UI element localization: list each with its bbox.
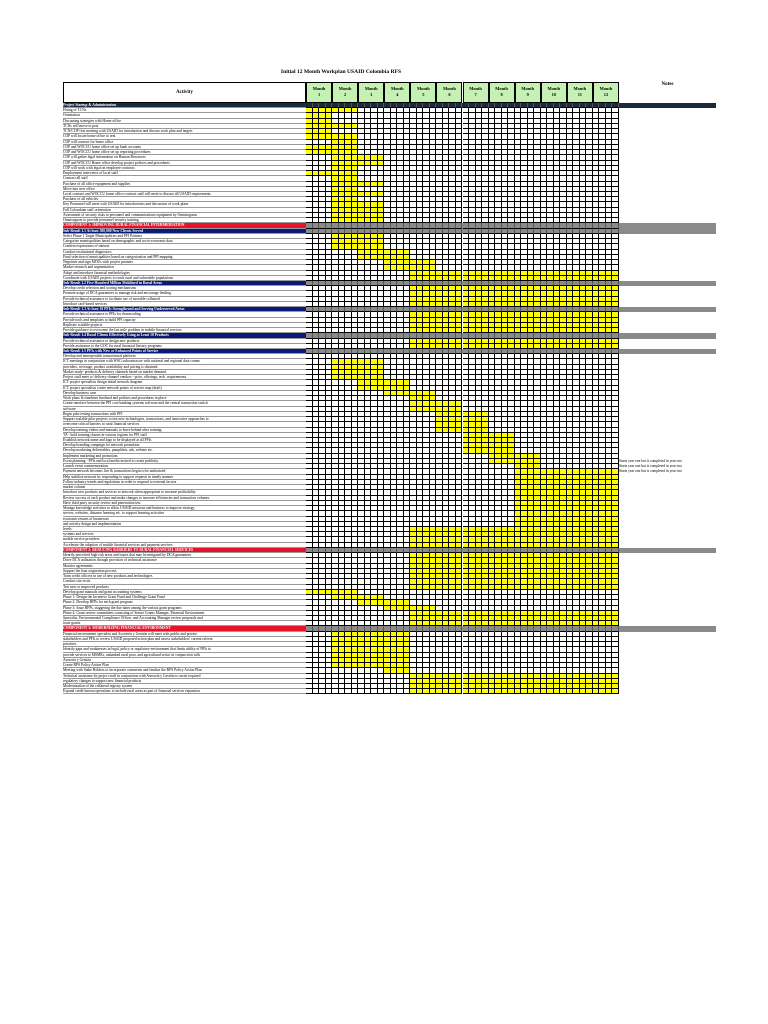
activity-cell: Monitor agreements: [63, 564, 306, 569]
activity-cell: Sub-Result 1.4 Rural Clients Effectively Using at Least 10 Products: [63, 333, 306, 338]
month-header-number: 3: [370, 92, 373, 97]
activity-cell: levels.: [63, 527, 306, 532]
month-header-label: Month: [443, 86, 456, 91]
month-header-number: 12: [603, 92, 609, 97]
activity-cell: Provide technical assistance to facilitate use of movable collateral: [63, 297, 306, 302]
activity-cell: COP will locate home office to rent: [63, 134, 306, 139]
activity-cell: TA - hold training classes in various regions for PFI staff: [63, 433, 306, 438]
month-header-3: [358, 82, 384, 103]
activity-cell: ICT meetings in conjunction with WSG subcontractor with national and regional data comm.: [63, 359, 306, 364]
workplan-table: [63, 103, 716, 694]
activity-cell: overcome critical barriers to rural financial services: [63, 422, 306, 427]
activity-cell: Replicate scalable projects: [63, 323, 306, 328]
activity-cell: economic returns of businesses: [63, 517, 306, 522]
month-header-6: [436, 82, 462, 103]
activity-cell: and activity design and implementation: [63, 522, 306, 527]
activity-cell: Develop credit selection and scoring mechanisms: [63, 286, 306, 291]
notes-cell: Starts year one but is completed in year two: [619, 458, 683, 463]
month-header-number: 2: [344, 92, 347, 97]
activity-cell: software: [63, 407, 306, 412]
activity-cell: ICT project specialists create network points of service map (draft): [63, 386, 306, 391]
activity-cell: Develop marketing deliverables, pamphlets, ads, website etc.: [63, 448, 306, 453]
activity-cell: Introduce new products and services to network when appropriate to increase profitability: [63, 490, 306, 495]
activity-cell: Develop and interoperable transactional platform: [63, 354, 306, 359]
activity-cell: Implement marketing and promotion.: [63, 454, 306, 459]
activity-cell: Begin pilot testing transactions with PFI: [63, 412, 306, 417]
month-header-7: [463, 82, 489, 103]
month-header-2: [332, 82, 358, 103]
activity-cell: COP and WOCCU home office set up bank accounts: [63, 145, 306, 150]
workplan-title: Initial 12 Month Workplan USAID Colombia RFS: [280, 69, 402, 75]
activity-cell: Sub-Result 1.3 At least 18 PFIs Strengthened and Serving Underserved Areas: [63, 307, 306, 312]
activity-cell: Assessment of security risks to personnel and communications equipment by Omniseguras: [63, 213, 306, 218]
activity-cell: COP and WOCCU Home office develop project policies and procedures: [63, 161, 306, 166]
activity-cell: Hiring of TCNs: [63, 108, 306, 113]
activity-cell: COMPONENT 1: IMPROVING RURAL FINANCIAL INTERMEDIATION: [63, 223, 306, 228]
month-header-label: Month: [417, 86, 430, 91]
notes-cell: Starts year one but is completed in year two: [619, 469, 683, 474]
activity-cell: Key Personnel will meet with USAID for introductions and discussion of work plans: [63, 202, 306, 207]
activity-cell: Orientation: [63, 113, 306, 118]
activity-cell: Move into new office: [63, 187, 306, 192]
activity-cell: Confirm expressions of interest: [63, 244, 306, 249]
activity-cell: Final selection of municipalities based on categorization and PFI mapping: [63, 255, 306, 260]
table-header: [63, 82, 716, 103]
activity-cell: Manage knowledge activities to allow USAID missions and business to improve strategy,: [63, 506, 306, 511]
month-header-label: Month: [364, 86, 378, 91]
activity-cell: Help stabilize network by responding to support requests in timely manner: [63, 475, 306, 480]
activity-cell: Conduct institutional diagnostics: [63, 250, 306, 255]
activity-cell: Phase 1: Design the Incentive Grant Fund and Challenge Grant Fund: [63, 595, 306, 600]
activity-cell: Market research and segmentation: [63, 265, 306, 270]
month-header-number: 1: [317, 92, 321, 97]
activity-cell: TCNs will move to post: [63, 124, 306, 129]
month-header-number: 9: [526, 92, 529, 97]
month-header-12: [593, 82, 619, 103]
activity-cell: market volume: [63, 485, 306, 490]
activity-cell: COP will work with legal on employee contracts: [63, 166, 306, 171]
month-header-label: Month: [521, 86, 535, 91]
activity-cell: Establish network name and logo to be displayed at all PFIs: [63, 438, 306, 443]
month-header-number: 8: [500, 92, 503, 97]
activity-cell: Employment interviews of local staff: [63, 171, 306, 176]
activity-cell: COP and WOCCU home office set up reporting procedures: [63, 150, 306, 155]
activity-cell: Purchase of all office equipment and supplies: [63, 182, 306, 187]
activity-cell: Provide tools and templates to build PFI capacity: [63, 318, 306, 323]
activity-cell: TCN/COP first meeting with USAID for introduction and discuss work plan and targets: [63, 129, 306, 134]
activity-cell: Coordinate with USAID projects to reach rural and vulnerable populations: [63, 276, 306, 281]
month-header-label: Month: [573, 86, 587, 91]
activity-column-header: Activity: [63, 82, 306, 103]
activity-cell: Provide technical assistance to design new products: [63, 339, 306, 344]
month-header-number: 6: [448, 92, 451, 97]
activity-cell: Local contract and WOCCU home office contract staff will meet to discuss all USAID requirements: [63, 192, 306, 197]
activity-cell: Project Startup & Administration: [63, 103, 306, 108]
activity-cell: mobile service providers: [63, 537, 306, 542]
activity-cell: Event planning - PFIs and local media invited to create publicity.: [63, 459, 306, 464]
activity-cell: Review success of each product and make changes to increase efficiencies and transaction volumes: [63, 496, 306, 501]
activity-cell: COP will contract for home office: [63, 140, 306, 145]
month-header-11: [567, 82, 593, 103]
activity-cell: Categorize municipalities based on demographic and socio-economic data: [63, 239, 306, 244]
month-header-label: Month: [599, 86, 613, 91]
activity-cell: Develop grant manuals and grant accounting systems: [63, 590, 306, 595]
month-header-number: 4: [396, 92, 399, 97]
activity-cell: Project staff meet w/ delivery channel vendors - price, offerings, tech. requirements: [63, 375, 306, 380]
activity-cell: Payment network becomes live & transactions begin to be authorized: [63, 469, 306, 474]
activity-cell: Sub-Result 1.5 PFIs with New or Enhanced Points of Service: [63, 349, 306, 354]
activity-cell: Sub-Result 1.2 Five Hundred Million Mobilized in Rural Areas: [63, 281, 306, 286]
activity-cell: Test new or improved products: [63, 585, 306, 590]
month-header-label: Month: [390, 86, 404, 91]
activity-cell: servers, websites, distance learning etc. to support learning activities: [63, 511, 306, 516]
activity-cell: Have third party security review and penetration test: [63, 501, 306, 506]
activity-cell: Negotiate and sign MOUs with project partners: [63, 260, 306, 265]
month-header-9: [515, 82, 541, 103]
month-header-label: Month: [338, 86, 352, 91]
month-header-10: [541, 82, 567, 103]
activity-cell: Discussing strategies with Home office: [63, 119, 306, 124]
activity-cell: Support scalable pilot projects to test new technologies, transactions, and innovative approaches to: [63, 417, 306, 422]
activity-cell: Accelerate the adoption of mobile financial services and payment services: [63, 543, 306, 548]
activity-cell: Full Colombian staff orientation: [63, 208, 306, 213]
activity-cell: Create interface between the PFI core banking systems software and the central transaction switch: [63, 401, 306, 406]
activity-cell: Conduct site visits: [63, 579, 306, 584]
activity-cell: Develop business case: [63, 391, 306, 396]
activity-cell: Purchase of all vehicles: [63, 197, 306, 202]
notes-column-header: Notes: [661, 82, 674, 87]
activity-cell: Promote usage of DCA guarantees to manage risk and encourage lending: [63, 291, 306, 296]
activity-cell: Work plans & timelines finalized and policies and procedures in place: [63, 396, 306, 401]
activity-cell: COP will gather legal information on Human Resources: [63, 155, 306, 160]
activity-cell: Follow industry trends and regulations in order to respond to external factors: [63, 480, 306, 485]
activity-cell: Support the loan origination process: [63, 569, 306, 574]
activity-cell: Provide technical assistance to PFIs for downscaling: [63, 312, 306, 317]
activity-cell: Select Phase 1 Target Municipalities and PFI Partners: [63, 234, 306, 239]
activity-cell: Sub-Result 1.1 At least 300,000 New Clients Served: [63, 229, 306, 234]
month-header-label: Month: [312, 86, 326, 91]
month-header-label: Month: [495, 86, 508, 91]
activity-cell: Omniseguras to provide personnel security training: [63, 218, 306, 223]
notes-cell: Starts year one but is completed in year two: [619, 464, 683, 469]
activity-cell: Launch event commemoration: [63, 464, 306, 469]
month-header-number: 11: [577, 92, 582, 97]
activity-cell: Develop branding campaign for network promotion: [63, 443, 306, 448]
activity-cell: Provide guidance to overcome the last mile problem in mobile financial services: [63, 328, 306, 333]
activity-cell: Introduce card-based services: [63, 302, 306, 307]
activity-cell: Provide assistance to the GOC for rural financial literacy programs: [63, 344, 306, 349]
activity-cell: Adopt and introduce financial methodologies: [63, 271, 306, 276]
month-header-8: [489, 82, 515, 103]
month-header-number: 10: [551, 92, 556, 97]
activity-cell: Identify perceived high risk areas and issues that may be mitigated by DCA guarantees: [63, 553, 306, 558]
month-header-5: [410, 82, 436, 103]
activity-cell: Train credit officers in use of new products and technologies: [63, 574, 306, 579]
month-header-number: 5: [422, 92, 425, 97]
activity-cell: Contract all staff: [63, 176, 306, 181]
activity-cell: ICT project specialists design initial network diagram.: [63, 380, 306, 385]
month-header-4: [384, 82, 410, 103]
activity-cell: Drive DCA utilization through provision of technical assistance: [63, 558, 306, 563]
activity-cell: providers, coverage, product availability and pricing is obtained.: [63, 365, 306, 370]
month-header-1: [306, 82, 332, 103]
month-header-label: Month: [469, 86, 482, 91]
activity-cell: Phase 2: Develop RFPs for each grant program: [63, 600, 306, 605]
activity-cell: Develop training videos and manuals to leave behind after training.: [63, 428, 306, 433]
activity-cell: systems and services: [63, 532, 306, 537]
month-header-label: Month: [547, 86, 561, 91]
activity-cell: Market study- products & delivery channels based on market demand.: [63, 370, 306, 375]
activity-cell: COMPONENT 2: REDUCING BARRIERS TO RURAL FINANCIAL SERVICES: [63, 548, 306, 553]
month-header-number: 7: [474, 92, 477, 97]
